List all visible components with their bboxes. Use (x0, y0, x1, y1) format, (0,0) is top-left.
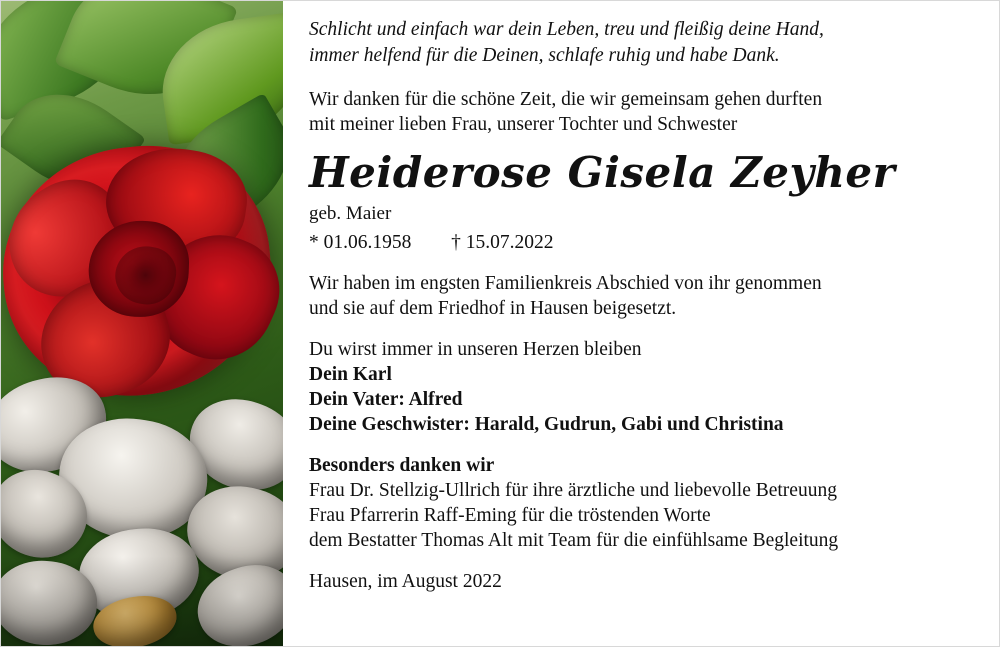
thanks-line-2: mit meiner lieben Frau, unserer Tochter und Schwester (309, 114, 738, 135)
birth-date: * 01.06.1958 (309, 232, 412, 253)
farewell-block (309, 271, 977, 321)
farewell-line-1: Wir haben im engsten Familienkreis Abschied von ihr genommen (309, 273, 822, 294)
death-date: † 15.07.2022 (451, 232, 554, 253)
special-thanks-heading: Besonders danken wir (309, 455, 495, 476)
verse-line-2: immer helfend für die Deinen, schlafe ruhig und habe Dank. (309, 45, 780, 66)
family-block (309, 337, 977, 437)
thanks-line-1: Wir danken für die schöne Zeit, die wir gemeinsam gehen durften (309, 89, 823, 110)
farewell-line-2: und sie auf dem Friedhof in Hausen beigesetzt. (309, 298, 677, 319)
obituary-text (283, 1, 999, 646)
family-husband: Dein Karl (309, 364, 392, 385)
place-and-date: Hausen, im August 2022 (309, 571, 502, 592)
deceased-name: Heiderose Gisela Zeyher (309, 148, 896, 197)
special-thanks-line-2: Frau Pfarrerin Raff-Eming für die tröstenden Worte (309, 505, 711, 526)
photo-vignette (1, 556, 283, 646)
special-thanks-block (309, 453, 977, 553)
verse-block (309, 17, 977, 69)
verse-line-1: Schlicht und einfach war dein Leben, treu und fleißig deine Hand, (309, 19, 824, 40)
special-thanks-line-1: Frau Dr. Stellzig-Ullrich für ihre ärztliche und liebevolle Betreuung (309, 480, 837, 501)
family-siblings: Deine Geschwister: Harald, Gudrun, Gabi und Christina (309, 414, 784, 435)
family-father: Dein Vater: Alfred (309, 389, 463, 410)
thanks-block (309, 87, 977, 137)
special-thanks-line-3: dem Bestatter Thomas Alt mit Team für die einfühlsame Begleitung (309, 530, 839, 551)
rose-photo (1, 1, 283, 646)
memory-line: Du wirst immer in unseren Herzen bleiben (309, 339, 642, 360)
birth-name: geb. Maier (309, 203, 392, 224)
life-dates (309, 229, 977, 257)
